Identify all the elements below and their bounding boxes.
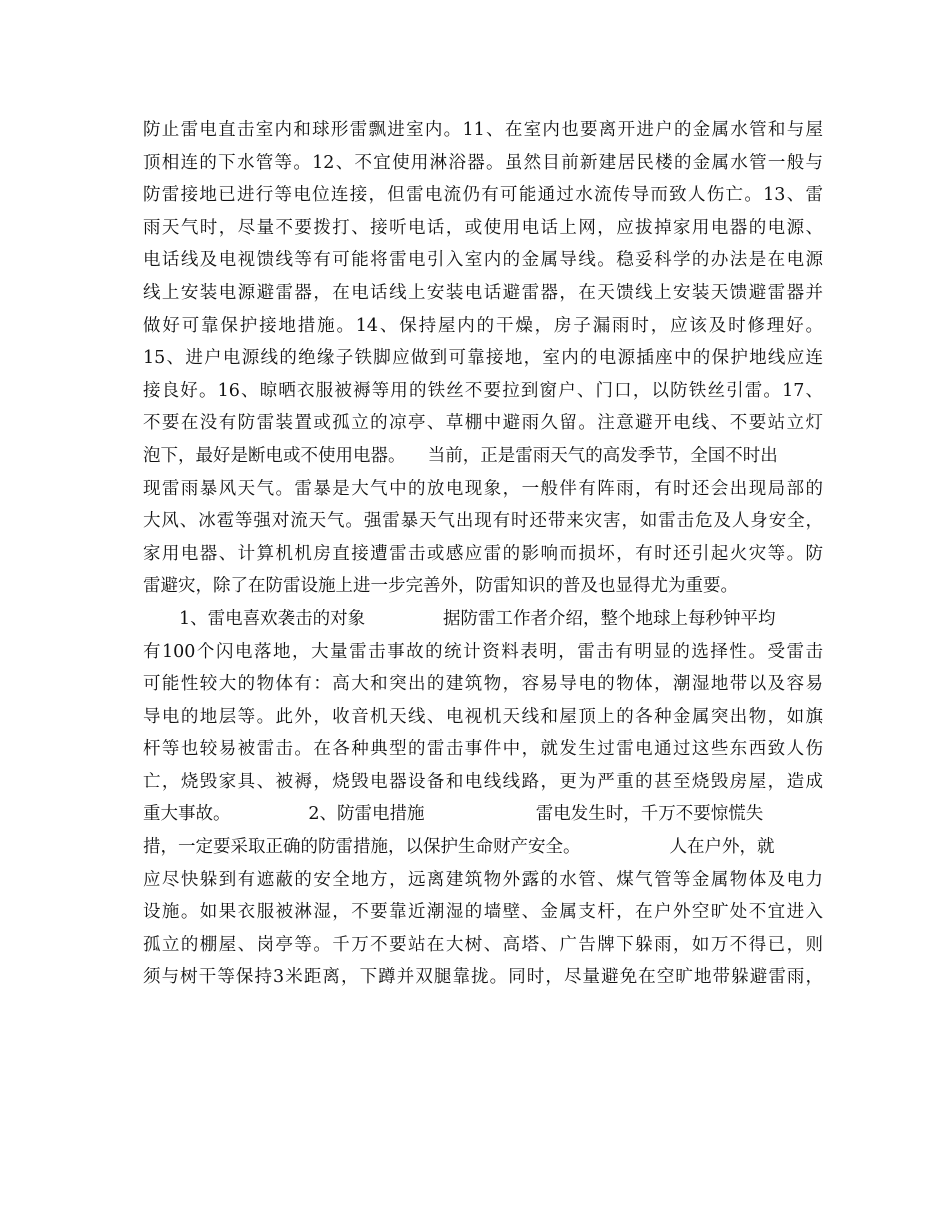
text-line: 不要在没有防雷装置或孤立的凉亭、草棚中避雨久留。注意避开电线、不要站立灯 — [143, 413, 823, 434]
text-line: 孤立的棚屋、岗亭等。千万不要站在大树、高塔、广告牌下躲雨，如万不得已，则 — [143, 934, 823, 955]
text-line: 应尽快躲到有遮蔽的安全地方，远离建筑物外露的水管、煤气管等金属物体及电力 — [143, 869, 823, 890]
text-line: 接良好。16、晾晒衣服被褥等用的铁丝不要拉到窗户、门口，以防铁丝引雷。17、 — [143, 380, 823, 401]
text-line: 雨天气时，尽量不要拨打、接听电话，或使用电话上网，应拔掉家用电器的电源、 — [143, 217, 823, 238]
text-line: 15、进户电源线的绝缘子铁脚应做到可靠接地，室内的电源插座中的保护地线应连 — [143, 348, 823, 369]
text-line: 设施。如果衣服被淋湿，不要靠近潮湿的墙壁、金属支杆，在户外空旷处不宜进入 — [143, 902, 823, 923]
text-line: 有100个闪电落地，大量雷击事故的统计资料表明，雷击有明显的选择性。受雷击 — [143, 641, 823, 662]
text-line: 做好可靠保护接地措施。14、保持屋内的干燥，房子漏雨时，应该及时修理好。 — [143, 315, 823, 336]
text-line-section-heading: 重大事故。 2、防雷电措施 雷电发生时，千万不要惊慌失 — [143, 804, 764, 825]
text-line: 大风、冰雹等强对流天气。强雷暴天气出现有时还带来灾害，如雷击危及人身安全， — [143, 511, 823, 532]
body-text — [143, 114, 823, 994]
text-line-section-heading: 1、雷电喜欢袭击的对象 据防雷工作者介绍，整个地球上每秒钟平均 — [179, 608, 776, 629]
text-line: 须与树干等保持3米距离，下蹲并双腿靠拢。同时，尽量避免在空旷地带躲避雷雨， — [143, 967, 823, 988]
text-line: 电话线及电视馈线等有可能将雷电引入室内的金属导线。稳妥科学的办法是在电源 — [143, 250, 823, 271]
text-line: 措，一定要采取正确的防雷措施，以保护生命财产安全。 人在户外，就 — [143, 837, 775, 858]
text-line: 雷避灾，除了在防雷设施上进一步完善外，防雷知识的普及也显得尤为重要。 — [143, 576, 738, 597]
text-line: 亡，烧毁家具、被褥，烧毁电器设备和电线线路，更为严重的甚至烧毁房屋，造成 — [143, 771, 823, 792]
text-line: 泡下，最好是断电或不使用电器。 当前，正是雷雨天气的高发季节，全国不时出 — [143, 445, 778, 466]
text-line: 导电的地层等。此外，收音机天线、电视机天线和屋顶上的各种金属突出物，如旗 — [143, 706, 823, 727]
text-line: 杆等也较易被雷击。在各种典型的雷击事件中，就发生过雷电通过这些东西致人伤 — [143, 739, 823, 760]
text-line: 顶相连的下水管等。12、不宜使用淋浴器。虽然目前新建居民楼的金属水管一般与 — [143, 152, 823, 173]
text-line: 现雷雨暴风天气。雷暴是大气中的放电现象，一般伴有阵雨，有时还会出现局部的 — [143, 478, 823, 499]
text-line: 线上安装电源避雷器，在电话线上安装电话避雷器，在天馈线上安装天馈避雷器并 — [143, 282, 823, 303]
text-line: 防止雷电直击室内和球形雷飘进室内。11、在室内也要离开进户的金属水管和与屋 — [143, 120, 823, 140]
text-line: 防雷接地已进行等电位连接，但雷电流仍有可能通过水流传导而致人伤亡。13、雷 — [143, 185, 823, 206]
text-line: 可能性较大的物体有：高大和突出的建筑物，容易导电的物体，潮湿地带以及容易 — [143, 674, 823, 695]
text-line: 家用电器、计算机机房直接遭雷击或感应雷的影响而损坏，有时还引起火灾等。防 — [143, 543, 823, 564]
